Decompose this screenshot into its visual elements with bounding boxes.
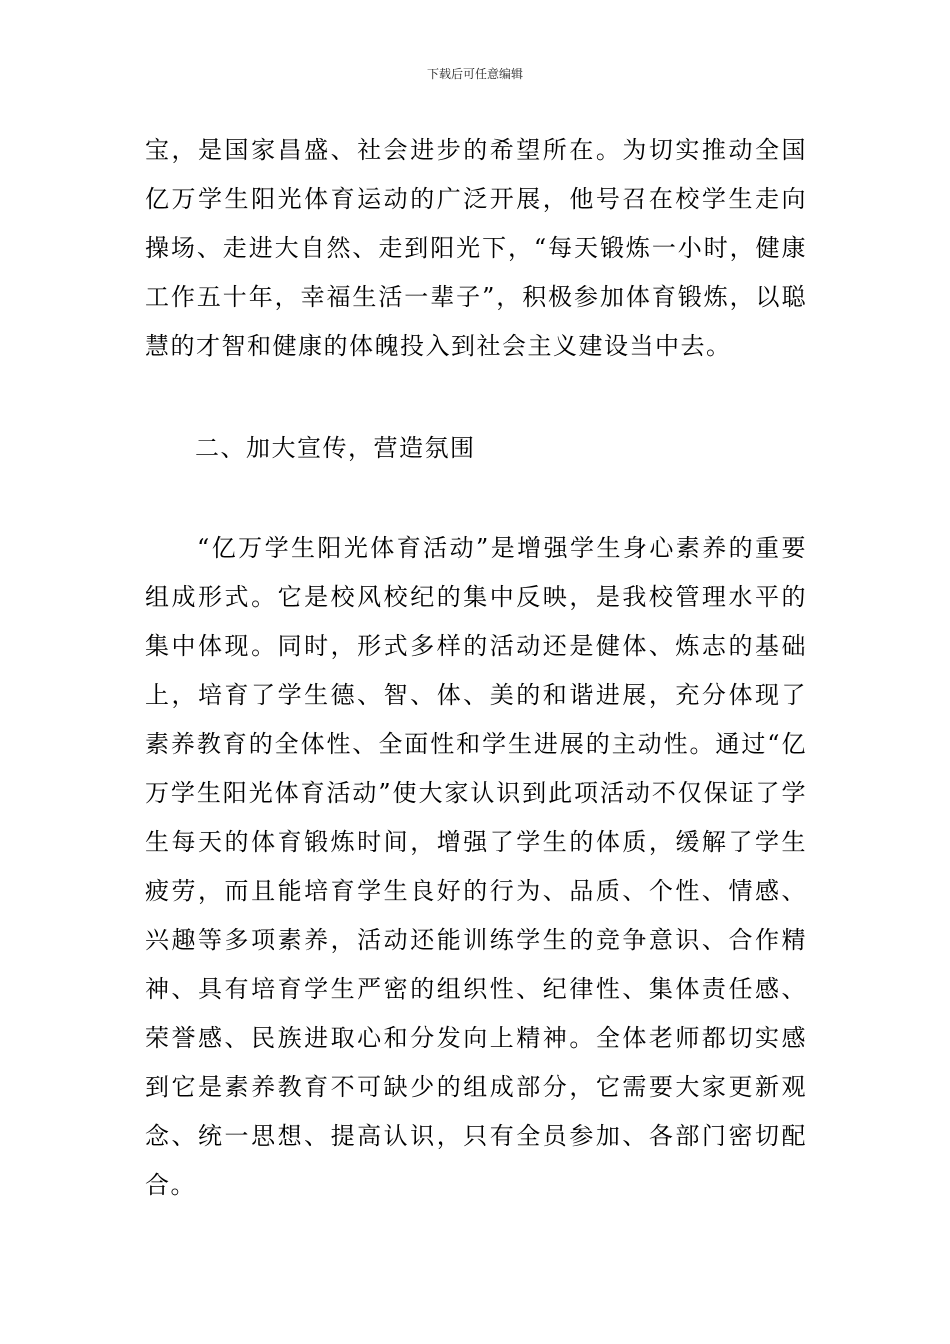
paragraph-sunshine-sports: “亿万学生阳光体育活动”是增强学生身心素养的重要组成形式。它是校风校纪的集中反映，是我校管理水平的集中体现。同时，形式多样的活动还是健体、炼志的基础上，培育了学生德、智、体、美的和谐进展，充分体现了素养教育的全体性、全面性和学生进展的主动性。通过“亿万学生阳光体育活动”使大家认识到此项活动不仅保证了学生每天的体育锻炼时间，增强了学生的体质，缓解了学生疲劳，而且能培育学生良好的行为、品质、个性、情感、兴趣等多项素养，活动还能训练学生的竞争意识、合作精神、具有培育学生严密的组织性、纪律性、集体责任感、荣誉感、民族进取心和分发向上精神。全体老师都切实感到它是素养教育不可缺少的组成部分，它需要大家更新观念、统一思想、提高认识，只有全员参加、各部门密切配合。 [145,534,807,1199]
page-header: 下载后可任意编辑 [426,67,523,81]
section-heading: 二、加大宣传，营造氛围 [195,434,476,462]
paragraph-continuation: 宝，是国家昌盛、社会进步的希望所在。为切实推动全国亿万学生阳光体育运动的广泛开展，他号召在校学生走向操场、走进大自然、走到阳光下，“每天锻炼一小时，健康工作五十年，幸福生活一辈子”，积极参加体育锻炼，以聪慧的才智和健康的体魄投入到社会主义建设当中去。 [145,136,807,360]
